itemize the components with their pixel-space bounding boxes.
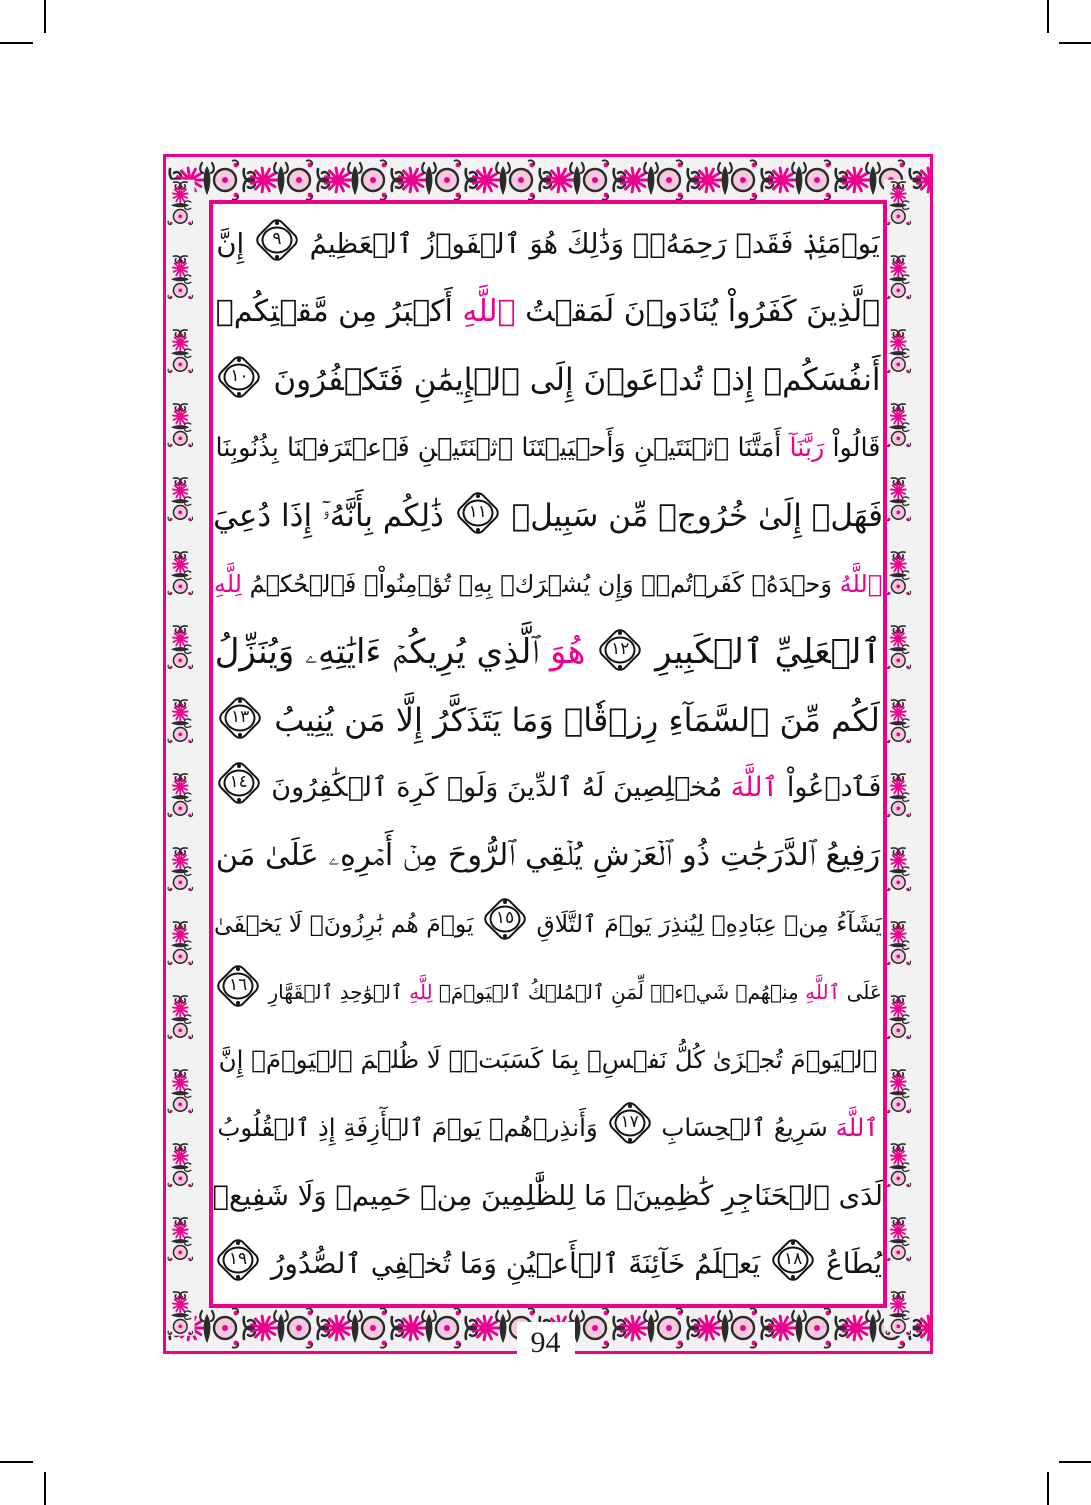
ayah-line (213, 890, 883, 958)
ayah-number-value: ١٩ (228, 1249, 248, 1269)
ayah-number-marker (772, 1239, 814, 1281)
ayah-line (213, 1162, 883, 1230)
ayah-text: أَنفُسَكُمۡ إِذۡ تُدۡعَوۡنَ إِلَى ٱلۡإِيمَٰنِ فَتَكۡفُرُونَ (273, 362, 881, 398)
ayah-text: أَمَتَّنَا ٱثۡنَتَيۡنِ وَأَحۡيَيۡتَنَا ٱثۡنَتَيۡنِ فَٱعۡتَرَفۡنَا بِذُنُوبِنَا (215, 433, 782, 463)
ayah-number-value: ١٣ (230, 707, 250, 727)
ayah-text: أَكۡبَرُ مِن مَّقۡتِكُمۡ (215, 294, 453, 329)
ayah-number-marker (599, 629, 641, 671)
ayah-line (213, 278, 883, 346)
ayah-line (213, 414, 883, 482)
divine-name-highlight: ٱللَّهِ (805, 980, 841, 1004)
ayah-number-value: ١٥ (495, 908, 515, 928)
divine-name-highlight: رَبَّنَآ (789, 433, 825, 463)
ayah-line (213, 482, 883, 550)
ayah-text: ٱلَّذِي يُرِيكُمۡ ءَايَٰتِهِۦ وَيُنَزِّلُ (214, 632, 540, 672)
crop-mark-bottom-left-vertical (44, 1472, 46, 1505)
divine-name-highlight: ٱللَّهَ (730, 772, 779, 803)
ayah-number-value: ٩ (272, 229, 282, 249)
ayah-text: عَلَى (846, 980, 882, 1004)
ayah-number-value: ١٨ (784, 1249, 803, 1269)
ayah-number-value: ١٧ (620, 1112, 639, 1132)
crop-mark-top-left-vertical (44, 0, 46, 33)
divine-name-highlight: ٱللَّهَ (835, 1113, 879, 1142)
divine-name-highlight: لِلَّهِ (213, 570, 242, 598)
ayah-number-value: ١٢ (611, 639, 630, 659)
ayah-text: رَفِيعُ ٱلدَّرَجَٰتِ ذُو ٱلۡعَرۡشِ يُلۡقِي ٱلرُّوحَ مِنۡ أَمۡرِهِۦ عَلَىٰ مَن (215, 838, 881, 873)
ayah-number-marker (218, 762, 260, 804)
ayah-line (213, 346, 883, 414)
ayah-text: يَوۡمَئِذٖ فَقَدۡ رَحِمَهُۥۚ وَذَٰلِكَ هُوَ ٱلۡفَوۡزُ ٱلۡعَظِيمُ (309, 228, 880, 260)
ayah-line (213, 550, 883, 618)
ayah-text: ٱلۡيَوۡمَ تُجۡزَىٰ كُلُّ نَفۡسِۭ بِمَا كَسَبَتۡۚ لَا ظُلۡمَ ٱلۡيَوۡمَۚ إِنَّ (218, 1045, 878, 1074)
ayah-text: يُطَاعُ (826, 1247, 883, 1280)
ayah-number-value: ١٤ (229, 772, 248, 792)
quran-text-block (213, 204, 883, 1304)
ayah-number-marker (217, 1239, 259, 1281)
crop-mark-top-right-horizontal (1059, 42, 1091, 44)
divine-name-highlight: ٱللَّهُ (839, 570, 883, 598)
ayah-line (213, 210, 883, 278)
ayah-number-marker (457, 492, 499, 534)
ayah-text: إِنَّ (216, 228, 245, 260)
crop-mark-bottom-left-horizontal (0, 1461, 33, 1463)
ayah-number-marker (609, 1102, 651, 1144)
crop-mark-top-left-horizontal (0, 42, 33, 44)
ayah-text: قَالُواْ (832, 433, 881, 463)
ayah-text: فَٱدۡعُواْ (786, 772, 882, 803)
divine-name-highlight: لِلَّهِ (409, 980, 433, 1004)
ayah-text: ٱلۡعَلِيِّ ٱلۡكَبِيرِ (655, 632, 882, 672)
ayah-number-marker (484, 898, 526, 940)
ayah-number-marker (218, 356, 260, 398)
divine-name-highlight: ٱللَّهِ (462, 294, 516, 329)
ayah-line (213, 1026, 883, 1094)
ayah-line (213, 958, 883, 1026)
ayah-text: يَشَآءُ مِنۡ عِبَادِهِۦ لِيُنذِرَ يَوۡمَ ٱلتَّلَاقِ (536, 910, 882, 938)
ayah-text: يَوۡمَ هُم بَٰرِزُونَۖ لَا يَخۡفَىٰ (214, 910, 474, 938)
ayah-text: يَعۡلَمُ خَآئِنَةَ ٱلۡأَعۡيُنِ وَمَا تُخۡفِي ٱلصُّدُورُ (270, 1247, 761, 1280)
border-band-left (166, 157, 212, 1351)
ayah-text: لَكُم مِّنَ ٱلسَّمَآءِ رِزۡقٗاۚ وَمَا يَتَذَكَّرُ إِلَّا مَن يُنِيبُ (274, 701, 880, 739)
ayah-number-marker (256, 219, 298, 261)
ayah-line (213, 754, 883, 822)
ayah-text: مِنۡهُمۡ شَيۡءٞۚ لِّمَنِ ٱلۡمُلۡكُ ٱلۡيَوۡمَۖ (438, 980, 799, 1004)
ayah-line (213, 1230, 883, 1298)
ayah-number-value: ١١ (468, 502, 487, 522)
ayah-text: مُخۡلِصِينَ لَهُ ٱلدِّينَ وَلَوۡ كَرِهَ ٱلۡكَٰفِرُونَ (271, 772, 723, 803)
ayah-line (213, 822, 883, 890)
ayah-line (213, 1094, 883, 1162)
ayah-text: ٱلَّذِينَ كَفَرُواْ يُنَادَوۡنَ لَمَقۡتُ (525, 294, 881, 329)
ayah-text: سَرِيعُ ٱلۡحِسَابِ (661, 1113, 828, 1142)
ayah-line (213, 618, 883, 686)
ayah-text: لَدَى ٱلۡحَنَاجِرِ كَٰظِمِينَۚ مَا لِلظَّٰلِمِينَ مِنۡ حَمِيمٖ وَلَا شَفِيعٖ (212, 1180, 883, 1212)
crop-mark-top-right-vertical (1047, 0, 1049, 33)
ayah-text: وَحۡدَهُۥ كَفَرۡتُمۡۖ وَإِن يُشۡرَكۡ بِهِۦ تُؤۡمِنُواْۚ فَٱلۡحُكۡمُ (249, 570, 832, 598)
ayah-number-value: ١٦ (228, 975, 248, 995)
divine-name-highlight: هُوَ (549, 632, 586, 672)
ayah-line (213, 686, 883, 754)
ayah-text: فَهَلۡ إِلَىٰ خُرُوجٖ مِّن سَبِيلٖ (511, 498, 883, 534)
ayah-text: ٱلۡوَٰحِدِ ٱلۡقَهَّارِ (268, 980, 403, 1004)
crop-mark-bottom-right-vertical (1047, 1472, 1049, 1505)
border-band-right (884, 157, 930, 1351)
page-number (0, 1322, 1091, 1364)
crop-mark-bottom-right-horizontal (1059, 1461, 1091, 1463)
ayah-number-marker (219, 697, 261, 739)
ayah-text: ذَٰلِكُم بِأَنَّهُۥٓ إِذَا دُعِيَ (213, 498, 444, 534)
page-number-value: 94 (517, 1322, 575, 1364)
border-band-top (166, 157, 930, 203)
ayah-text: وَأَنذِرۡهُمۡ يَوۡمَ ٱلۡأٓزِفَةِ إِذِ ٱلۡقُلُوبُ (217, 1113, 598, 1142)
ayah-number-value: ١٠ (230, 366, 249, 386)
ayah-number-marker (217, 965, 259, 1007)
